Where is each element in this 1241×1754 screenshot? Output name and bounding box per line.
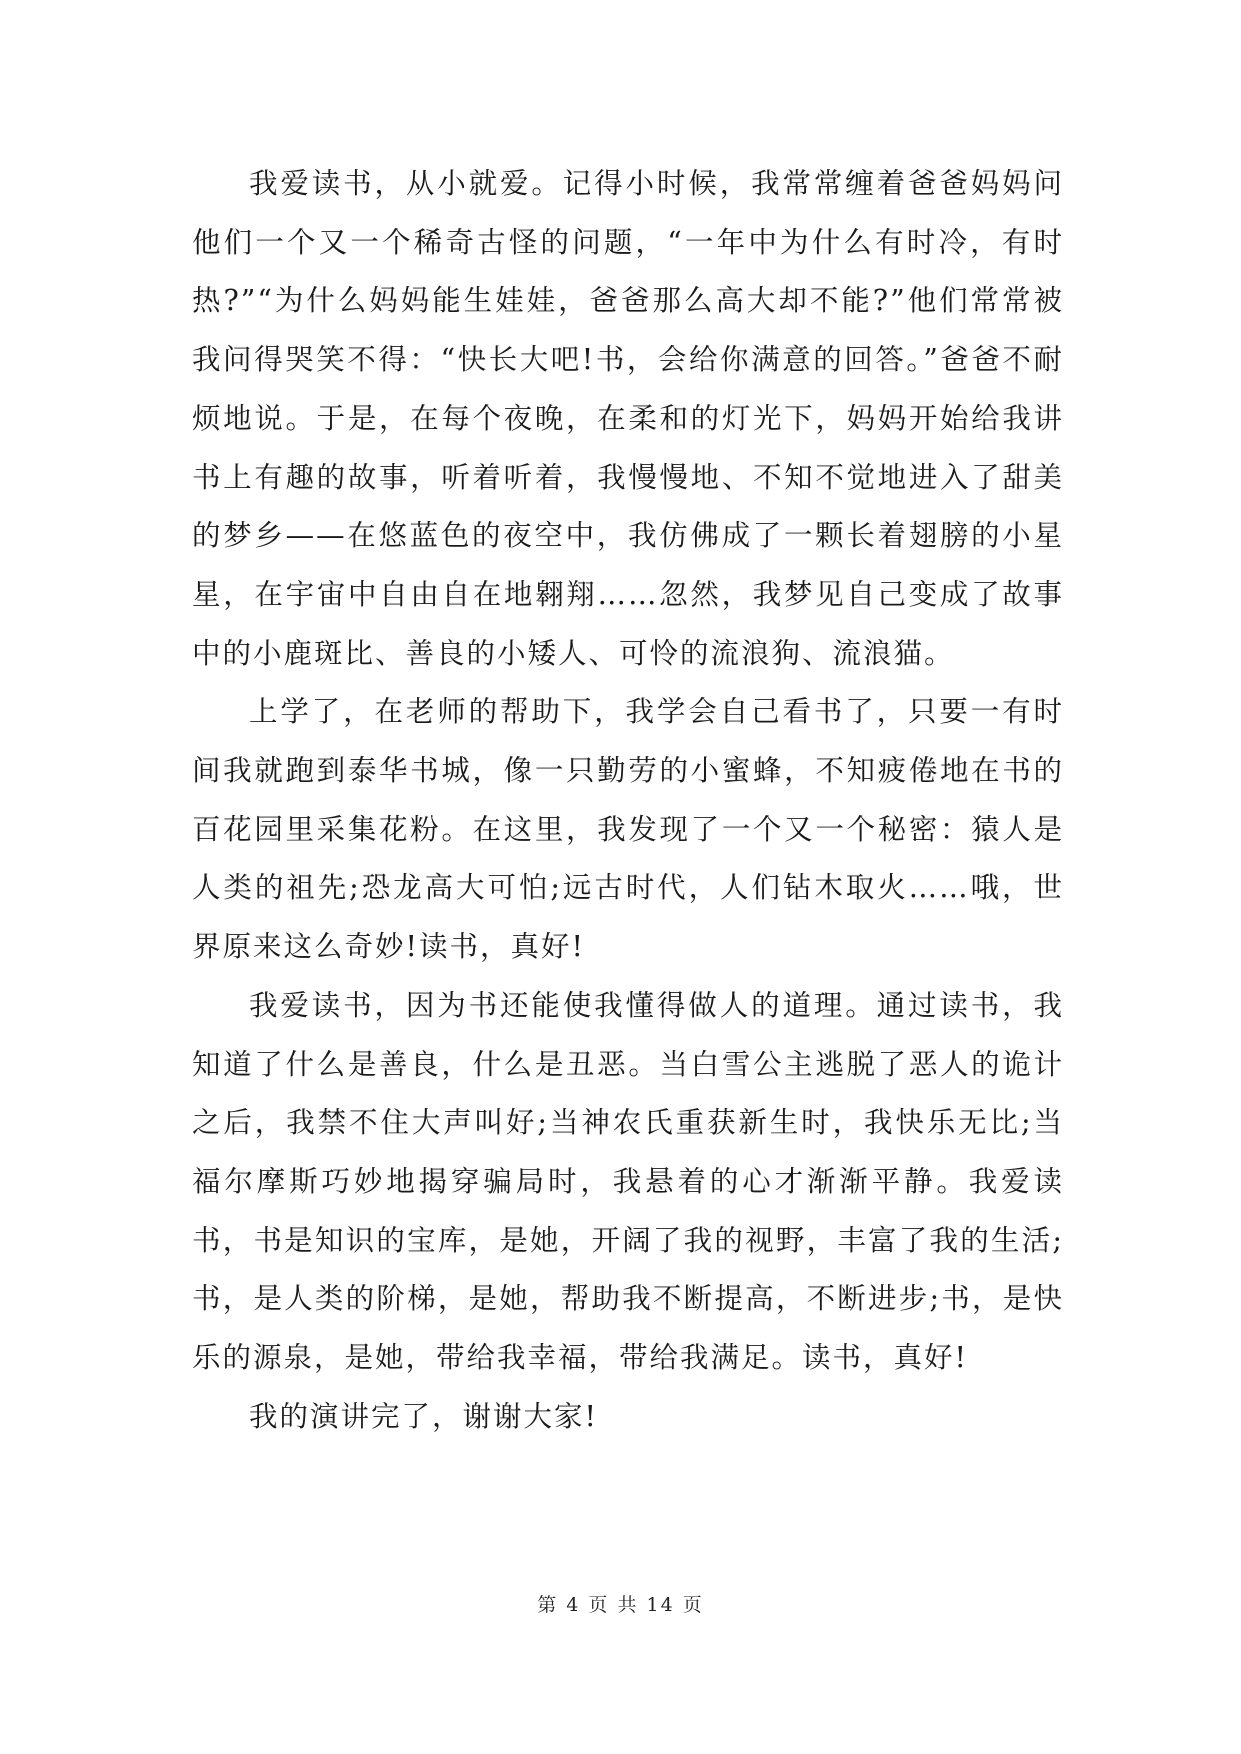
document-body: [192, 155, 1064, 1446]
paragraph-morals: 我爱读书，因为书还能使我懂得做人的道理。通过读书，我知道了什么是善良，什么是丑恶。当白雪公主逃脱了恶人的诡计之后，我禁不住大声叫好;当神农氏重获新生时，我快乐无比;当福尔摩斯巧妙地揭穿骗局时，我悬着的心才渐渐平静。我爱读书，书是知识的宝库，是她，开阔了我的视野，丰富了我的生活;书，是人类的阶梯，是她，帮助我不断提高，不断进步;书，是快乐的源泉，是她，带给我幸福，带给我满足。读书，真好!: [192, 988, 1064, 1375]
paragraph-closing: 我的演讲完了，谢谢大家!: [249, 1399, 598, 1433]
page-number-footer: 第 4 页 共 14 页: [537, 1594, 704, 1616]
paragraph-school: 上学了，在老师的帮助下，我学会自己看书了，只要一有时间我就跑到泰华书城，像一只勤劳的小蜜蜂，不知疲倦地在书的百花园里采集花粉。在这里，我发现了一个又一个秘密：猿人是人类的祖先;恐龙高大可怕;远古时代，人们钻木取火……哦，世界原来这么奇妙!读书，真好!: [192, 695, 1064, 964]
paragraph-childhood: 我爱读书，从小就爱。记得小时候，我常常缠着爸爸妈妈问他们一个又一个稀奇古怪的问题，“一年中为什么有时冷，有时热?”“为什么妈妈能生娃娃，爸爸那么高大却不能?”他们常常被我问得哭笑不得：“快长大吧!书，会给你满意的回答。”爸爸不耐烦地说。于是，在每个夜晚，在柔和的灯光下，妈妈开始给我讲书上有趣的故事，听着听着，我慢慢地、不知不觉地进入了甜美的梦乡——在悠蓝色的夜空中，我仿佛成了一颗长着翅膀的小星星，在宇宙中自由自在地翱翔……忽然，我梦见自己变成了故事中的小鹿斑比、善良的小矮人、可怜的流浪狗、流浪猫。: [192, 167, 1064, 670]
